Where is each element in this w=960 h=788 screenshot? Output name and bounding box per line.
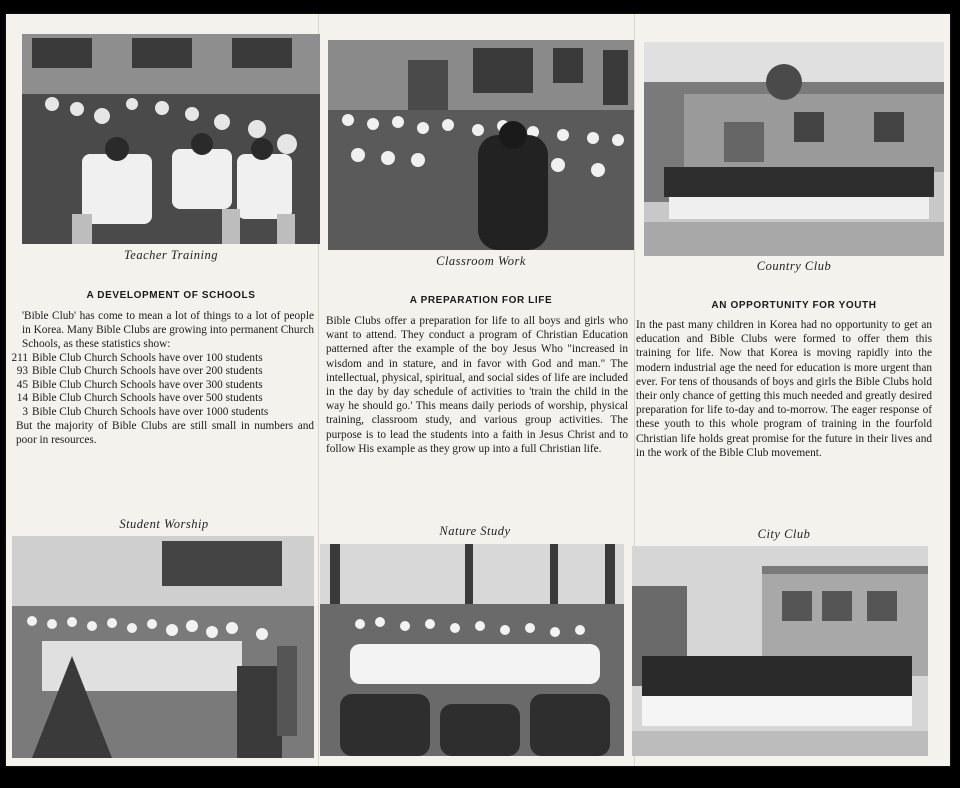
caption-city-club: City Club bbox=[757, 527, 811, 541]
stat-row bbox=[6, 379, 316, 392]
student-worship-photo bbox=[12, 536, 314, 758]
stat-row bbox=[6, 406, 316, 419]
stat-row bbox=[6, 392, 316, 405]
outro-paragraph: But the majority of Bible Clubs are still small in numbers and poor in resources. bbox=[16, 420, 314, 447]
caption-nature-study: Nature Study bbox=[439, 524, 511, 538]
stat-row bbox=[6, 352, 316, 365]
stat-text: Bible Club Church Schools have over 300 students bbox=[32, 378, 263, 391]
stat-text: Bible Club Church Schools have over 500 students bbox=[32, 392, 263, 405]
stat-text: Bible Club Church Schools have over 100 students bbox=[32, 352, 263, 364]
stat-count: 45 bbox=[16, 378, 28, 391]
statistics-list bbox=[6, 352, 316, 419]
heading-development-of-schools: A DEVELOPMENT OF SCHOOLS bbox=[86, 290, 256, 301]
stat-text: Bible Club Church Schools have over 1000 students bbox=[32, 405, 269, 418]
stat-row bbox=[6, 365, 316, 378]
intro-paragraph: 'Bible Club' has come to mean a lot of things to a lot of people in Korea. Many Bible Clubs are growing into permanent Church Schools, as these statistics show: bbox=[22, 310, 314, 351]
stat-count: 14 bbox=[16, 392, 28, 405]
heading-opportunity-for-youth: AN OPPORTUNITY FOR YOUTH bbox=[711, 300, 877, 311]
heading-preparation-for-life: A PREPARATION FOR LIFE bbox=[409, 295, 553, 306]
brochure-sheet bbox=[6, 14, 950, 766]
caption-country-club: Country Club bbox=[756, 259, 832, 273]
caption-student-worship: Student Worship bbox=[119, 517, 209, 531]
nature-study-photo bbox=[320, 544, 624, 756]
stat-count: 211 bbox=[11, 352, 28, 364]
classroom-work-photo bbox=[328, 40, 634, 250]
city-club-photo bbox=[632, 546, 928, 756]
country-club-photo bbox=[644, 42, 944, 256]
stat-text: Bible Club Church Schools have over 200 students bbox=[32, 365, 263, 378]
preparation-paragraph: Bible Clubs offer a preparation for life to all boys and girls who want to attend. They conduct a program of Christian Education patterned after the example of the boy Jesus Who "increased in wisdom and in stature, and in favor with God and man." The intellectual, physical, spiritual, and social sides of life are included in the day by day schedule of activities to 'train the child in the way he should go.' This means daily periods of worship, physical training, classroom study, and various group activities. The purpose is to lead the students into a faith in Jesus Christ and to follow His example as they grow up into a full Christian life. bbox=[326, 315, 628, 455]
caption-classroom-work: Classroom Work bbox=[436, 254, 526, 268]
teacher-training-photo bbox=[22, 34, 320, 244]
caption-teacher-training: Teacher Training bbox=[123, 248, 218, 262]
stat-count: 93 bbox=[16, 365, 28, 378]
stat-count: 3 bbox=[22, 405, 28, 418]
opportunity-paragraph: In the past many children in Korea had no opportunity to get an education and Bible Clubs were formed to offer them this training for life. Now that Korea is moving rapidly into the modern industrial age the need for education is more urgent than ever. For tens of thousands of boys and girls the Bible Clubs hold their only chance of getting this much needed and greatly desired preparation for life to-day and to-morrow. The eager response of these youth to this whole program of training in the fourfold Christian life holds great promise for the future in their lives and in the work of the Bible Club movement. bbox=[636, 319, 932, 459]
